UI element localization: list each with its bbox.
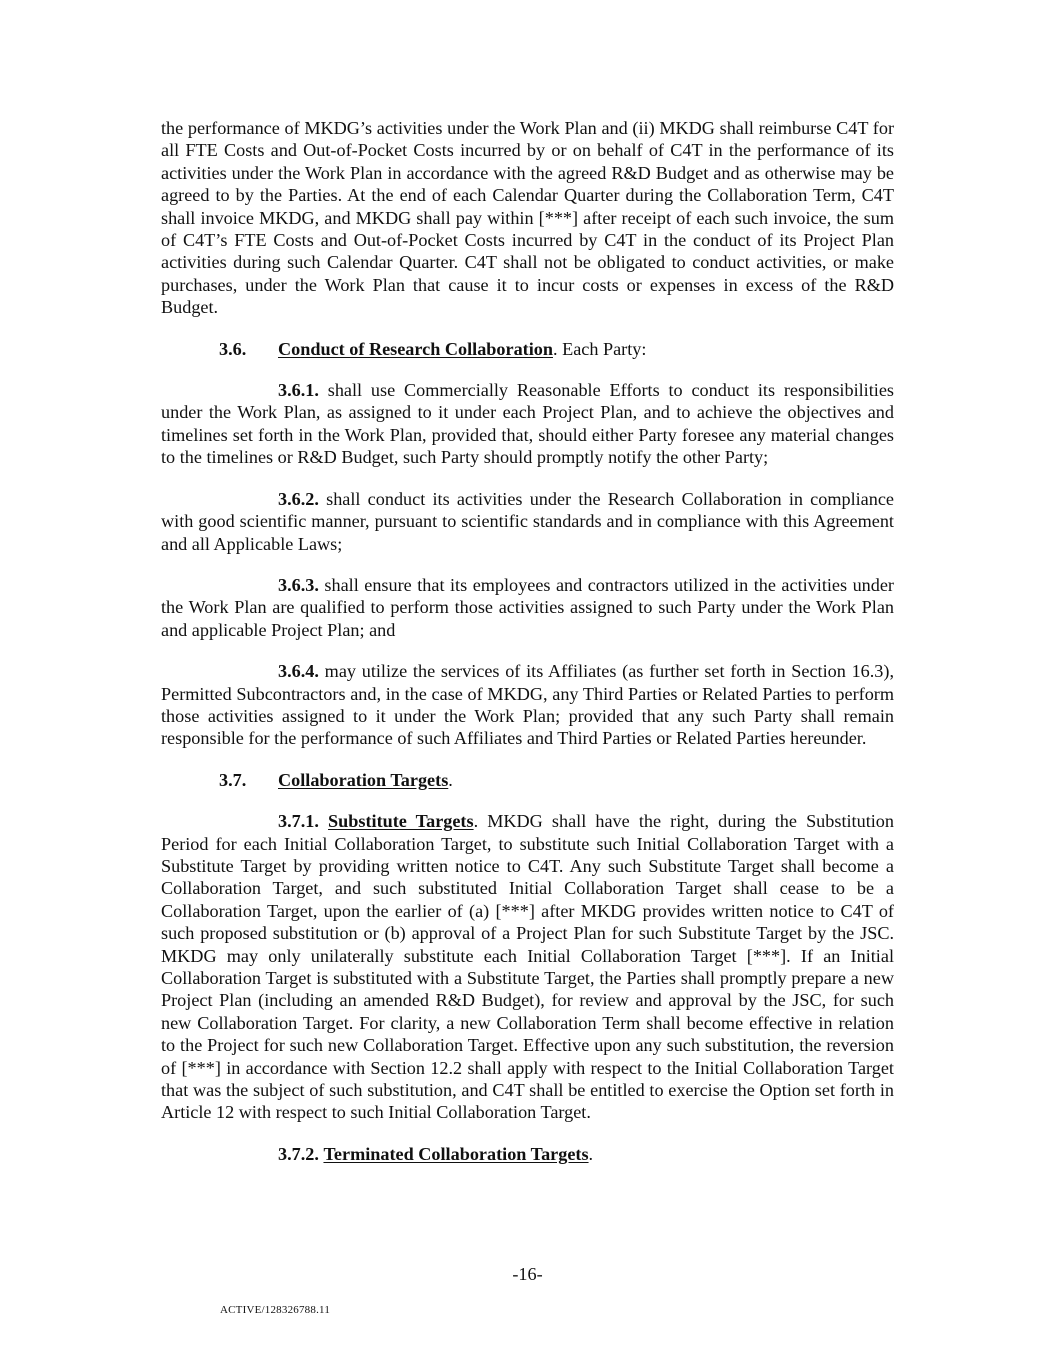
clause-text: shall ensure that its employees and contractors utilized in the activities under the Work Plan are qualified to perform those activities assigned to such Party under the Work Plan and applicable Project Plan; and	[161, 574, 894, 640]
clause-number: 3.7.2.	[278, 1143, 319, 1164]
clause-3-6-2	[161, 488, 894, 555]
clause-title: Terminated Collaboration Targets	[323, 1143, 589, 1164]
section-title: Conduct of Research Collaboration	[278, 338, 553, 359]
section-number: 3.6.	[219, 338, 247, 359]
clause-number: 3.6.1.	[278, 380, 319, 401]
intro-paragraph: the performance of MKDG’s activities under the Work Plan and (ii) MKDG shall reimburse C4T for all FTE Costs and Out-of-Pocket Costs incurred by or on behalf of C4T in the performance of its activities under the Work Plan in accordance with the agreed R&D Budget and as otherwise may be agreed to by the Parties. At the end of each Calendar Quarter during the Collaboration Term, C4T shall invoice MKDG, and MKDG shall pay within [***] after receipt of each such invoice, the sum of C4T’s FTE Costs and Out-of-Pocket Costs incurred by C4T in the conduct of its Project Plan activities during such Calendar Quarter. C4T shall not be obligated to conduct activities, or make purchases, under the Work Plan that cause it to incur costs or expenses in excess of the R&D Budget.	[161, 118, 894, 318]
clause-number: 3.6.3.	[278, 574, 319, 595]
clause-3-7-1	[161, 810, 894, 1124]
page-number: -16-	[512, 1264, 543, 1284]
section-heading-suffix: .	[448, 769, 453, 790]
clause-text: may utilize the services of its Affiliates (as further set forth in Section 16.3), Permitted Subcontractors and, in the case of MKDG, any Third Parties or Related Parties to perform those activities assigned to it under the Work Plan; provided that any such Party shall remain responsible for the performance of such Affiliates and Third Parties or Related Parties hereunder.	[161, 661, 894, 749]
section-title: Collaboration Targets	[278, 769, 449, 790]
clause-title: Substitute Targets	[328, 811, 474, 832]
section-heading-suffix: . Each Party:	[553, 338, 647, 359]
section-3-7-heading	[161, 769, 894, 791]
clause-3-6-4	[161, 660, 894, 750]
clause-text: shall use Commercially Reasonable Efforts to conduct its responsibilities under the Work Plan, as assigned to it under each Project Plan, and to achieve the objectives and timelines set forth in the Work Plan, provided that, should either Party foresee any material changes to the timelines or R&D Budget, such Party should promptly notify the other Party;	[161, 380, 894, 468]
clause-number: 3.7.1.	[278, 811, 319, 832]
clause-3-6-1	[161, 379, 894, 469]
document-body	[161, 117, 894, 1184]
section-number: 3.7.	[219, 769, 247, 790]
clause-heading-suffix: .	[588, 1143, 594, 1164]
clause-number: 3.6.2.	[278, 488, 319, 509]
clause-text: shall conduct its activities under the Research Collaboration in compliance with good scientific manner, pursuant to scientific standards and in compliance with this Agreement and all Applicable Laws;	[161, 488, 894, 554]
section-3-6-heading	[161, 338, 894, 360]
clause-3-7-2-heading	[161, 1143, 894, 1165]
clause-3-6-3	[161, 574, 894, 641]
clause-number: 3.6.4.	[278, 661, 319, 682]
document-id: ACTIVE/128326788.11	[220, 1304, 331, 1316]
clause-gap	[319, 811, 328, 831]
clause-text: . MKDG shall have the right, during the Substitution Period for each Initial Collaboration Target, to substitute such Initial Collaboration Target with a Substitute Target by providing written notice to C4T. Any such Substitute Target shall become a Collaboration Target, and such substituted Initial Collaboration Target shall cease to be a Collaboration Target, upon the earlier of (a) [***] after MKDG provides written notice to C4T of such proposed substitution or (b) approval of a Project Plan for such Substitute Target by the JSC. MKDG may only unilaterally substitute each Initial Collaboration Target [***]. If an Initial Collaboration Target is substituted with a Substitute Target, the Parties shall promptly prepare a new Project Plan (including an amended R&D Budget), for review and approval by the JSC, for such new Collaboration Target. For clarity, a new Collaboration Term shall become effective in relation to the Project for such new Collaboration Target. Effective upon any such substitution, the reversion of [***] in accordance with Section 12.2 shall apply with respect to the Initial Collaboration Target that was the subject of such substitution, and C4T shall be entitled to exercise the Option set forth in Article 12 with respect to such Initial Collaboration Target.	[161, 811, 894, 1123]
